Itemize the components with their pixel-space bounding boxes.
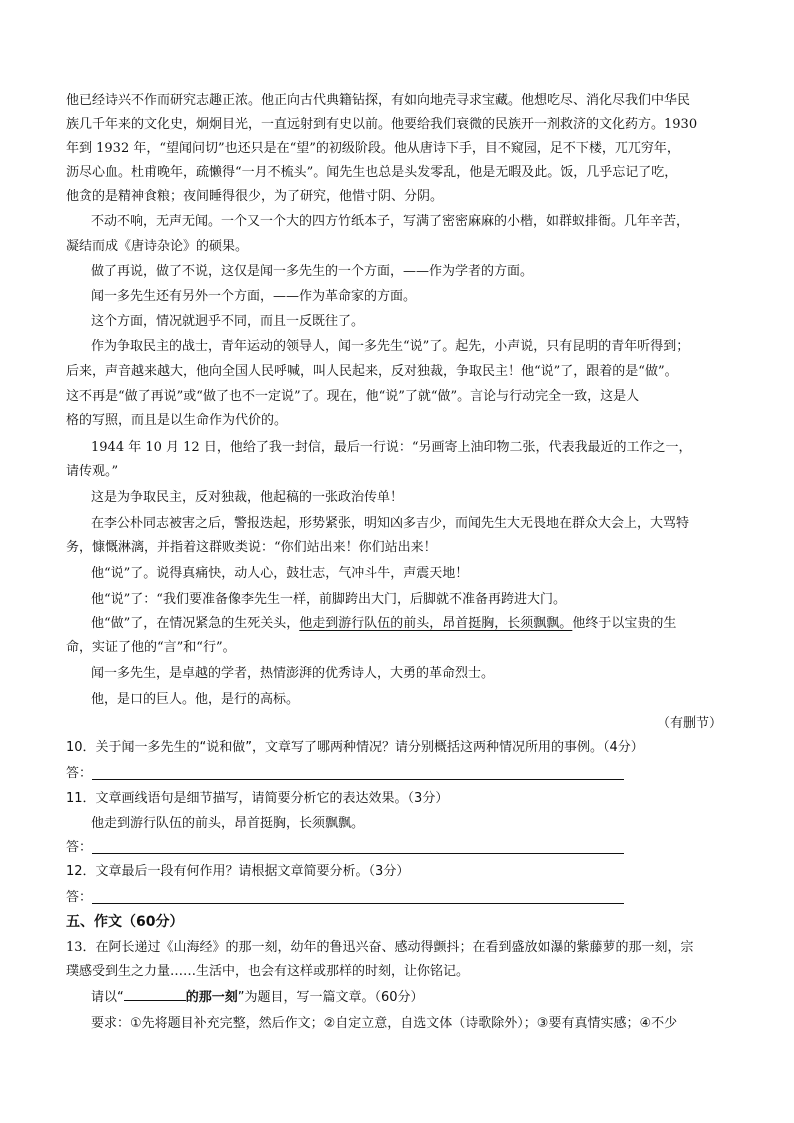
composition-line: 璞感受到生之力量……生活中，也会有这样或那样的时刻，让你铭记。 xyxy=(66,964,470,979)
passage-line: 闻一多先生还有另外一个方面，——作为革命家的方面。 xyxy=(91,289,417,304)
passage-line: 务，慷慨淋漓，并指着这群败类说：“你们站出来！你们站出来！ xyxy=(66,540,437,555)
question-11: 11．文章画线语句是细节描写，请简要分析它的表达效果。（3分） xyxy=(66,791,449,806)
passage-line: 这不再是“做了再说”或“做了也不一定说”了。现在，他“说”了就“做”。言论与行动完全一致，这是人 xyxy=(66,389,640,404)
question-12: 12．文章最后一段有何作用？请根据文章简要分析。（3分） xyxy=(66,864,410,879)
passage-line: 在李公朴同志被害之后，警报迭起，形势紧张，明知凶多吉少，而闻先生大无畏地在群众大会上，大骂特 xyxy=(91,516,690,531)
passage-line: 沥尽心血。杜甫晚年，疏懒得“一月不梳头”。闻先生也总是头发零乱，他是无暇及此。饭，几乎忘记了吃， xyxy=(66,165,678,180)
passage-line: 他“说”了：“我们要准备像李先生一样，前脚跨出大门，后脚就不准备再跨进大门。 xyxy=(91,592,566,607)
answer-line-12[interactable] xyxy=(92,903,624,904)
passage-line: 他“说”了。说得真痛快，动人心，鼓壮志，气冲斗牛，声震天地！ xyxy=(91,566,469,581)
prompt-text: 请以“ xyxy=(91,990,124,1005)
answer-label: 答： xyxy=(66,840,93,855)
prompt-text: ”为题目，写一篇文章。（60分） xyxy=(237,990,424,1005)
question-11-quote: 他走到游行队伍的前头，昂首挺胸，长须飘飘。 xyxy=(91,816,365,831)
question-10: 10．关于闻一多先生的“说和做”，文章写了哪两种情况？请分别概括这两种情况所用的事例。（4分） xyxy=(66,740,644,755)
answer-line-10[interactable] xyxy=(92,779,624,780)
passage-line: 他已经诗兴不作而研究志趣正浓。他正向古代典籍钻探，有如向地壳寻求宝藏。他想吃尽、消化尽我们中华民 xyxy=(66,93,691,108)
passage-line: 闻一多先生，是卓越的学者，热情澎湃的优秀诗人，大勇的革命烈士。 xyxy=(91,666,495,681)
answer-label: 答： xyxy=(66,766,93,781)
passage-line: 后来，声音越来越大，他向全国人民呼喊，叫人民起来，反对独裁，争取民主！他“说”了，跟着的是“做”。 xyxy=(66,364,678,379)
passage-line: 年到 1932 年，“望闻问切”也还只是在“望”的初级阶段。他从唐诗下手，目不窥园，足不下楼，兀兀穷年， xyxy=(66,141,680,156)
passage-line: 格的写照，而且是以生命作为代价的。 xyxy=(66,413,288,428)
passage-line: 凝结而成《唐诗杂论》的硕果。 xyxy=(66,239,249,254)
passage-line: 他，是口的巨人。他，是行的高标。 xyxy=(91,692,300,707)
passage-line: 作为争取民主的战士，青年运动的领导人，闻一多先生“说”了。起先，小声说，只有昆明的青年听得到； xyxy=(91,339,690,354)
passage-line: 这个方面，情况就迥乎不同，而且一反既往了。 xyxy=(91,314,365,329)
passage-line: 不动不响，无声无闻。一个又一个大的四方竹纸本子，写满了密密麻麻的小楷，如群蚁排衙。几年辛苦， xyxy=(91,214,690,229)
passage-line: 这是为争取民主，反对独裁，他起稿的一张政治传单！ xyxy=(91,490,404,505)
title-blank[interactable] xyxy=(124,988,186,1001)
passage-line: 做了再说，做了不说，这仅是闻一多先生的一个方面，——作为学者的方面。 xyxy=(91,264,534,279)
passage-line: 1944 年 10 月 12 日，他给了我一封信，最后一行说：“另画寄上油印物二张，代表我最近的工作之一， xyxy=(91,440,692,455)
passage-text: 他“做”了，在情况紧急的生死关头， xyxy=(91,616,300,631)
answer-label: 答： xyxy=(66,890,93,905)
passage-line: 族几千年来的文化史，炯炯目光，一直远射到有史以前。他要给我们衰微的民族开一剂救济的文化药方。1930 xyxy=(66,117,698,132)
composition-line: 13．在阿长递过《山海经》的那一刻，幼年的鲁迅兴奋、感动得颤抖；在看到盛放如瀑的紫藤萝的那一刻，宗 xyxy=(66,940,694,955)
passage-line-underlined xyxy=(91,612,763,636)
underlined-sentence: 他走到游行队伍的前头，昂首挺胸，长须飘飘。 xyxy=(299,616,573,631)
passage-line: 请传观。” xyxy=(66,464,119,479)
passage-line: 他贪的是精神食粮；夜间睡得很少，为了研究，他惜寸阴、分阴。 xyxy=(66,189,444,204)
composition-requirements: 要求：①先将题目补充完整，然后作文；②自定立意，自选文体（诗歌除外）；③要有真情实感；④不少 xyxy=(91,1016,678,1031)
section-title: 五、作文（60分） xyxy=(66,914,184,930)
passage-text: 他终于以宝贵的生 xyxy=(572,616,677,631)
answer-line-11[interactable] xyxy=(92,853,624,854)
passage-line: 命，实证了他的“言”和“行”。 xyxy=(66,640,236,655)
prompt-bold-text: 的那一刻 xyxy=(185,990,238,1005)
composition-prompt xyxy=(91,986,424,1010)
abridged-note: （有删节） xyxy=(656,716,722,731)
